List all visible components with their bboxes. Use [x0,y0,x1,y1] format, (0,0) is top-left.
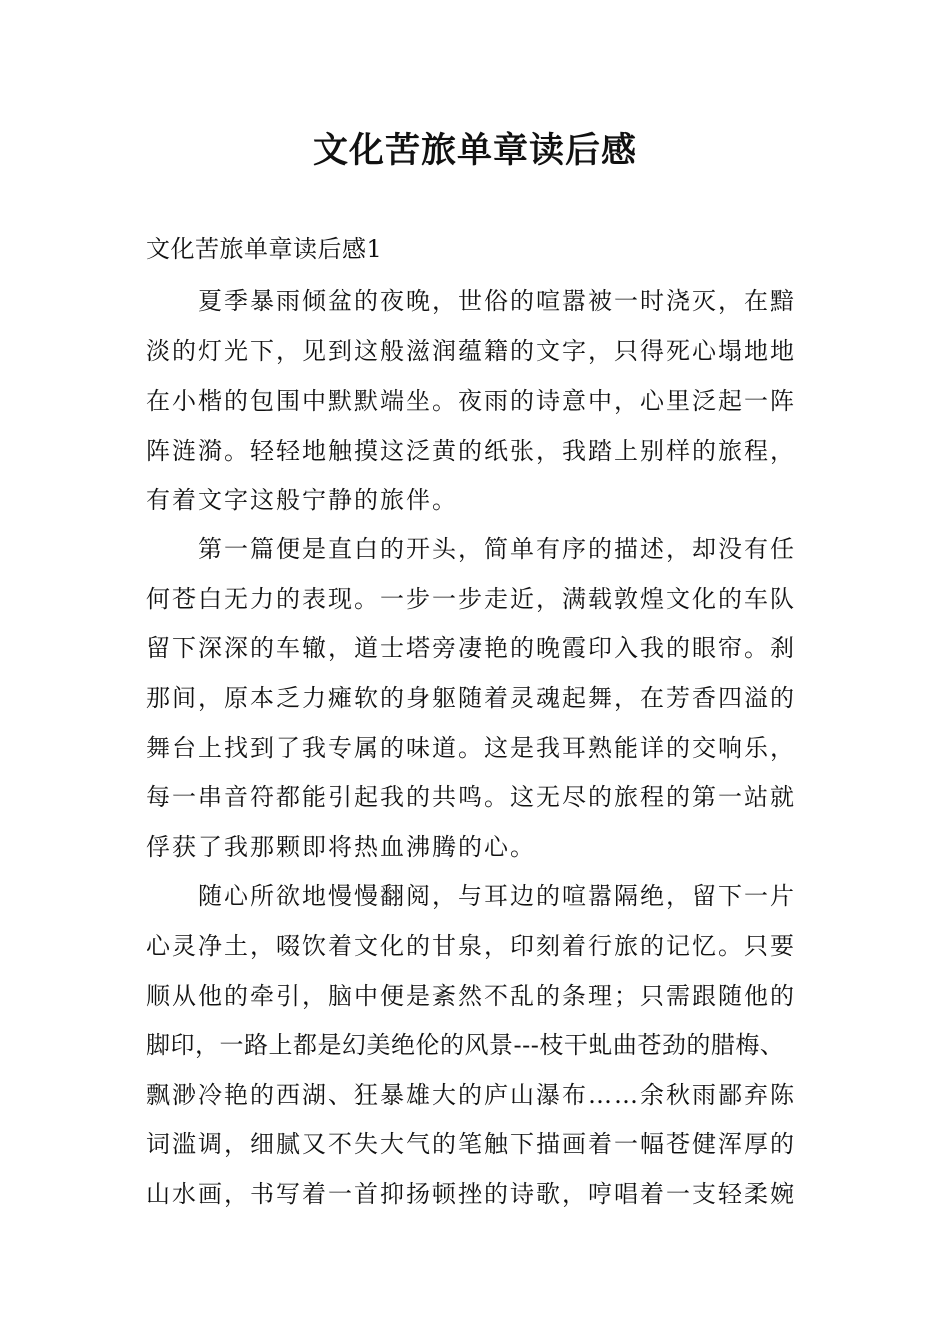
paragraph-line: 俘获了我那颗即将热血沸腾的心。 [146,833,536,861]
paragraph-line: 何苍白无力的表现。一步一步走近，满载敦煌文化的车队 [146,585,796,613]
paragraph-line: 夏季暴雨倾盆的夜晚，世俗的喧嚣被一时浇灭，在黯 [198,287,796,315]
paragraph-line: 第一篇便是直白的开头，简单有序的描述，却没有任 [198,535,796,563]
paragraph-line: 顺从他的牵引，脑中便是紊然不乱的条理；只需跟随他的 [146,982,796,1010]
paragraph-line: 飘渺冷艳的西湖、狂暴雄大的庐山瀑布……余秋雨鄙弃陈 [146,1081,796,1109]
document-title: 文化苦旅单章读后感 [312,130,637,171]
paragraph-line: 每一串音符都能引起我的共鸣。这无尽的旅程的第一站就 [146,783,796,811]
paragraph-line: 有着文字这般宁静的旅伴。 [146,486,458,514]
paragraph-line: 留下深深的车辙，道士塔旁凄艳的晚霞印入我的眼帘。刹 [146,634,796,662]
paragraph-line: 淡的灯光下，见到这般滋润蕴籍的文字，只得死心塌地地 [146,337,796,365]
paragraph-line: 舞台上找到了我专属的味道。这是我耳熟能详的交响乐， [146,734,796,762]
paragraph-line: 阵涟漪。轻轻地触摸这泛黄的纸张，我踏上别样的旅程， [146,437,796,465]
paragraph-line: 那间，原本乏力瘫软的身躯随着灵魂起舞，在芳香四溢的 [146,684,796,712]
paragraph-line: 山水画，书写着一首抑扬顿挫的诗歌，哼唱着一支轻柔婉 [146,1180,796,1208]
paragraph-line: 随心所欲地慢慢翻阅，与耳边的喧嚣隔绝，留下一片 [198,882,796,910]
paragraph-line: 在小楷的包围中默默端坐。夜雨的诗意中，心里泛起一阵 [146,387,796,415]
section-heading: 文化苦旅单章读后感1 [146,235,383,263]
paragraph-line: 心灵净土，啜饮着文化的甘泉，印刻着行旅的记忆。只要 [146,932,796,960]
paragraph-line: 词滥调，细腻又不失大气的笔触下描画着一幅苍健浑厚的 [146,1130,796,1158]
paragraph-line: 脚印，一路上都是幻美绝伦的风景---枝干虬曲苍劲的腊梅、 [146,1031,785,1059]
